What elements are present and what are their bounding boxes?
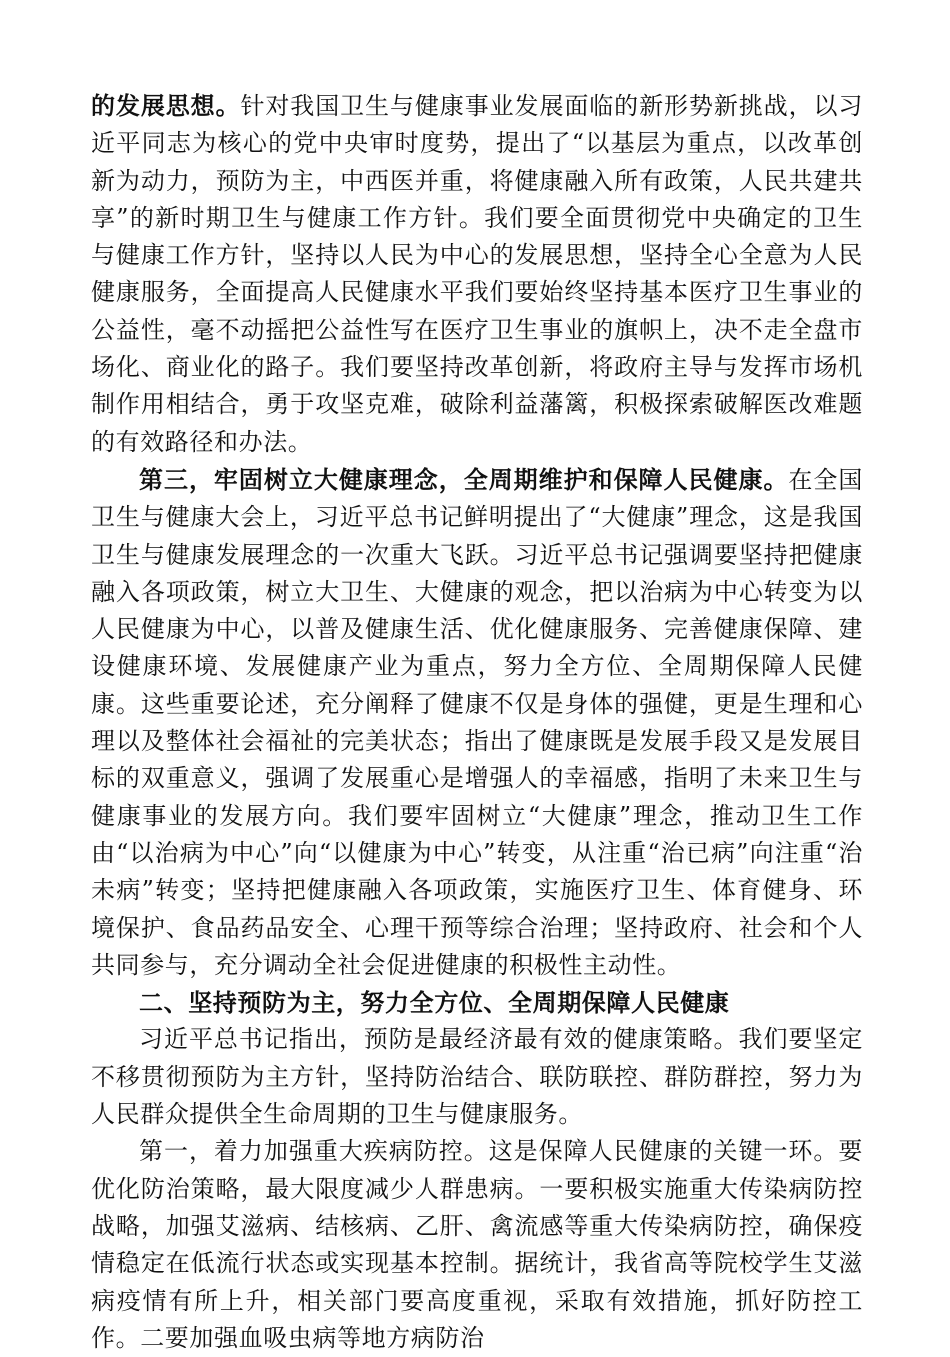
paragraph-2-text: 在全国卫生与健康大会上，习近平总书记鲜明提出了“大健康”理念，这是我国卫生与健康发展理念的一次重大飞跃。习近平总书记强调要坚持把健康融入各项政策，树立大卫生、大健康的观念，把以治病为中心转变为以人民健康为中心，以普及健康生活、优化健康服务、完善健康保障、建设健康环境、发展健康产业为重点，努力全方位、全周期保障人民健康。这些重要论述，充分阐释了健康不仅是身体的强健，更是生理和心理以及整体社会福祉的完美状态；指出了健康既是发展手段又是发展目标的双重意义，强调了发展重心是增强人的幸福感，指明了未来卫生与健康事业的发展方向。我们要牢固树立“大健康”理念，推动卫生工作由“以治病为中心”向“以健康为中心”转变，从注重“治已病”向注重“治未病”转变；坚持把健康融入各项政策，实施医疗卫生、体育健身、环境保护、食品药品安全、心理干预等综合治理；坚持政府、社会和个人共同参与，充分调动全社会促进健康的积极性主动性。 — [91, 465, 863, 979]
document-page — [91, 87, 863, 1357]
paragraph-2-lead: 第三，牢固树立大健康理念，全周期维护和保障人民健康。 — [139, 464, 789, 494]
section-heading-2: 二、坚持预防为主，努力全方位、全周期保障人民健康 — [139, 988, 730, 1018]
paragraph-1-text: 针对我国卫生与健康事业发展面临的新形势新挑战，以习近平同志为核心的党中央审时度势，提出了“以基层为重点，以改革创新为动力，预防为主，中西医并重，将健康融入所有政策，人民共建共享”的新时期卫生与健康工作方针。我们要全面贯彻党中央确定的卫生与健康工作方针，坚持以人民为中心的发展思想，坚持全心全意为人民健康服务，全面提高人民健康水平我们要始终坚持基本医疗卫生事业的公益性，毫不动摇把公益性写在医疗卫生事业的旗帜上，决不走全盘市场化、商业化的路子。我们要坚持改革创新，将政府主导与发挥市场机制作用相结合，勇于攻坚克难，破除利益藩篱，积极探索破解医改难题的有效路径和办法。 — [91, 92, 863, 456]
paragraph-3: 习近平总书记指出，预防是最经济最有效的健康策略。我们要坚定不移贯彻预防为主方针，坚持防治结合、联防联控、群防群控，努力为人民群众提供全生命周期的卫生与健康服务。 — [91, 1025, 863, 1129]
paragraph-1-lead: 的发展思想。 — [91, 91, 241, 120]
paragraph-1 — [91, 87, 863, 461]
paragraph-2 — [91, 461, 863, 984]
paragraph-4: 第一，着力加强重大疾病防控。这是保障人民健康的关键一环。要优化防治策略，最大限度减少人群患病。一要积极实施重大传染病防控战略，加强艾滋病、结核病、乙肝、禽流感等重大传染病防控，确保疫情稳定在低流行状态或实现基本控制。据统计，我省高等院校学生艾滋病疫情有所上升，相关部门要高度重视，采取有效措施，抓好防控工作。二要加强血吸虫病等地方病防治 — [91, 1137, 863, 1352]
